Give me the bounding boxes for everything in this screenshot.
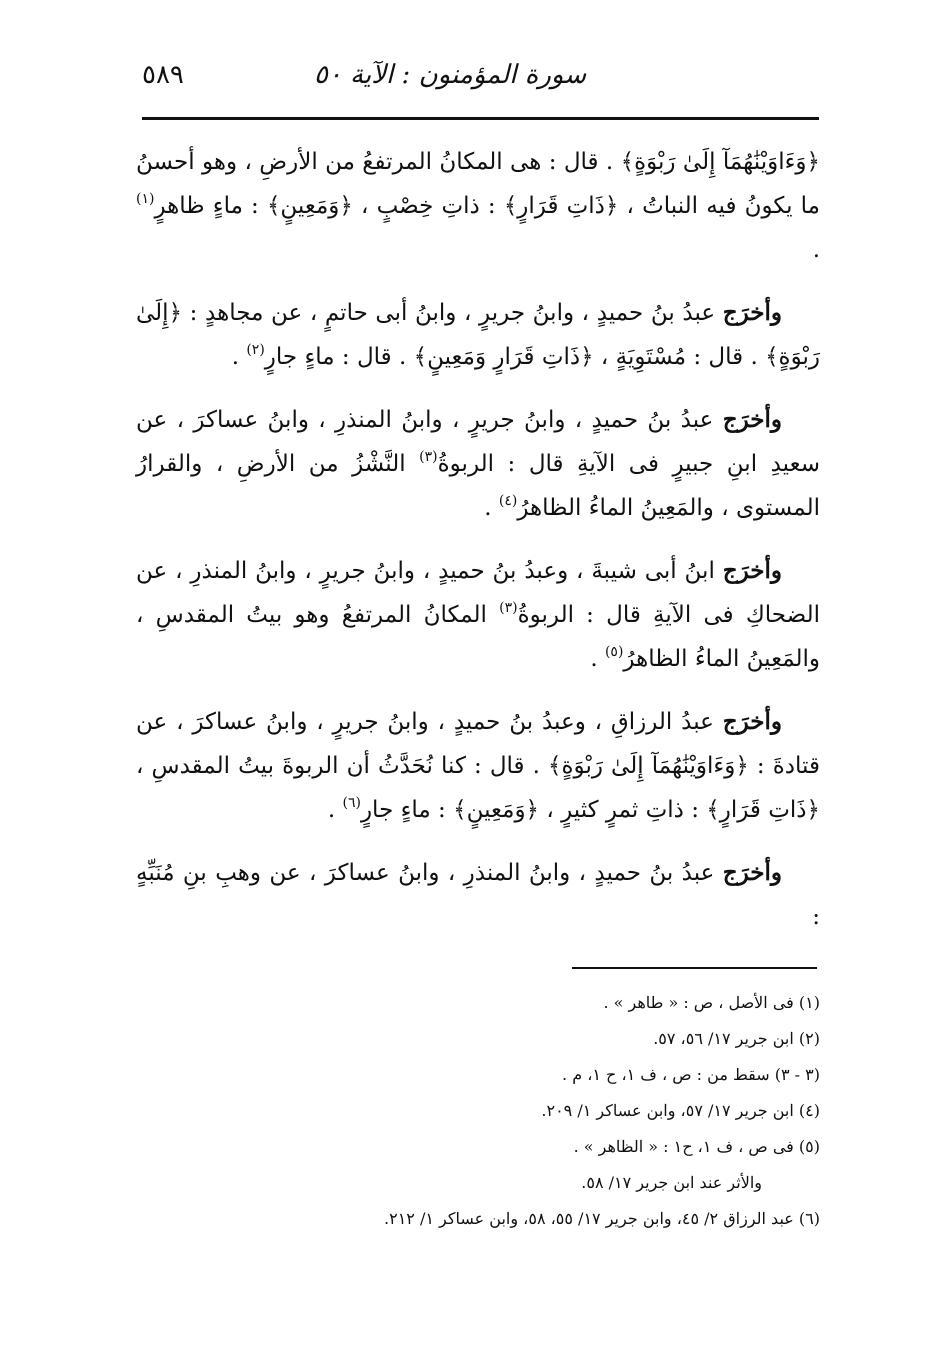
paragraph [136,140,820,272]
paragraph [136,700,820,832]
footnote-marker: (٥) [604,644,624,660]
footnotes [200,985,820,1237]
paragraph-tail: . [231,344,247,370]
paragraph [136,398,820,530]
paragraph-lead-word: وأخرَج [722,299,782,326]
header-rule [142,117,819,120]
footnote-marker: (٣) [499,600,518,616]
paragraph [136,549,820,681]
running-title: سورة المؤمنون : الآية ٥٠ [313,60,587,90]
paragraph-text: عبدُ بنُ حميدٍ ، وابنُ جريرٍ ، وابنُ أبى حاتمٍ ، عن مجاهدٍ : ﴿إِلَىٰ رَبْوَةٍ﴾ . قال : مُسْتَوِيَةٍ ، ﴿ذَاتِ قَرَارٍ وَمَعِينٍ﴾ . قال : ماءٍ جارٍ [136,300,820,370]
main-text [136,140,820,958]
footnote: (٥) فى ص ، ف ١، ح١ : « الظاهر » . [573,1137,820,1156]
paragraph-lead-word: وأخرَج [722,859,782,886]
paragraph [136,851,820,939]
footnote: (٢) ابن جرير ١٧/ ٥٦، ٥٧. [653,1029,820,1048]
paragraph-text: عبدُ بنُ حميدٍ ، وابنُ المنذرِ ، وابنُ عساكرَ ، عن وهبِ بنِ مُنَبِّهٍ : [136,860,820,930]
paragraph-text-continued: النَّشْزُ من الأرضِ ، والقرارُ المستوى ، والمَعِينُ الماءُ الظاهرُ [136,451,820,521]
page-number: ٥٨٩ [142,60,184,90]
paragraph-lead-word: وأخرَج [722,708,782,735]
footnote-marker: (٣) [419,449,438,465]
paragraph-tail: . [327,797,343,823]
paragraph-tail: . [590,646,605,672]
footnote-marker: (٢) [246,342,265,358]
footnote: (١) فى الأصل ، ص : « طاهر » . [603,993,820,1012]
paragraph-lead-word: وأخرَج [722,557,782,584]
paragraph-text-continued: المكانُ المرتفعُ وهو بيتُ المقدسِ ، والمَعِينُ الماءُ الظاهرُ [136,602,820,672]
footnote: (٤) ابن جرير ١٧/ ٥٧، وابن عساكر ١/ ٢٠٩. [541,1101,820,1120]
paragraph [136,291,820,379]
footnotes-separator [572,967,817,969]
paragraph-tail: . [484,495,499,521]
paragraph-tail: . [812,237,820,263]
paragraph-text: عبدُ بنُ حميدٍ ، وابنُ جريرٍ ، وابنُ المنذرِ ، وابنُ عساكرَ ، عن سعيدِ ابنِ جبيرٍ فى الآيةِ قال : الربوةُ [136,407,820,477]
paragraph-text: ﴿وَءَاوَيْنَٰهُمَآ إِلَىٰ رَبْوَةٍ﴾ . قال : هى المكانُ المرتفعُ من الأرضِ ، وهو أحسنُ ما يكونُ فيه النباتُ ، ﴿ذَاتِ قَرَارٍ﴾ : ذاتِ خِصْبٍ ، ﴿وَمَعِينٍ﴾ : ماءٍ ظاهرٍ [136,149,820,219]
footnote-continuation: والأثر عند ابن جرير ١٧/ ٥٨. [581,1173,762,1192]
paragraph-text: عبدُ الرزاقِ ، وعبدُ بنُ حميدٍ ، وابنُ جريرٍ ، وابنُ عساكرَ ، عن قتادةَ : ﴿وَءَاوَيْنَٰهُمَآ إِلَىٰ رَبْوَةٍ﴾ . قال : كنا نُحَدَّثُ أن الربوةَ بيتُ المقدسِ ، ﴿ذَاتِ قَرَارٍ﴾ : ذاتِ ثمرٍ كثيرٍ ، ﴿وَمَعِينٍ﴾ : ماءٍ جارٍ [136,709,820,823]
footnote: (٣ - ٣) سقط من : ص ، ف ١، ح ١، م . [562,1065,820,1084]
footnote-marker: (٦) [342,795,361,811]
footnote-marker: (٤) [498,493,518,509]
footnote: (٦) عبد الرزاق ٢/ ٤٥، وابن جرير ١٧/ ٥٥، ٥٨، وابن عساكر ١/ ٢١٢. [384,1209,820,1228]
footnote-marker: (١) [136,191,155,207]
paragraph-lead-word: وأخرَج [722,406,782,433]
paragraph-text: ابنُ أبى شيبةَ ، وعبدُ بنُ حميدٍ ، وابنُ جريرٍ ، وابنُ المنذرِ ، عن الضحاكِ فى الآيةِ قال : الربوةُ [136,558,820,628]
